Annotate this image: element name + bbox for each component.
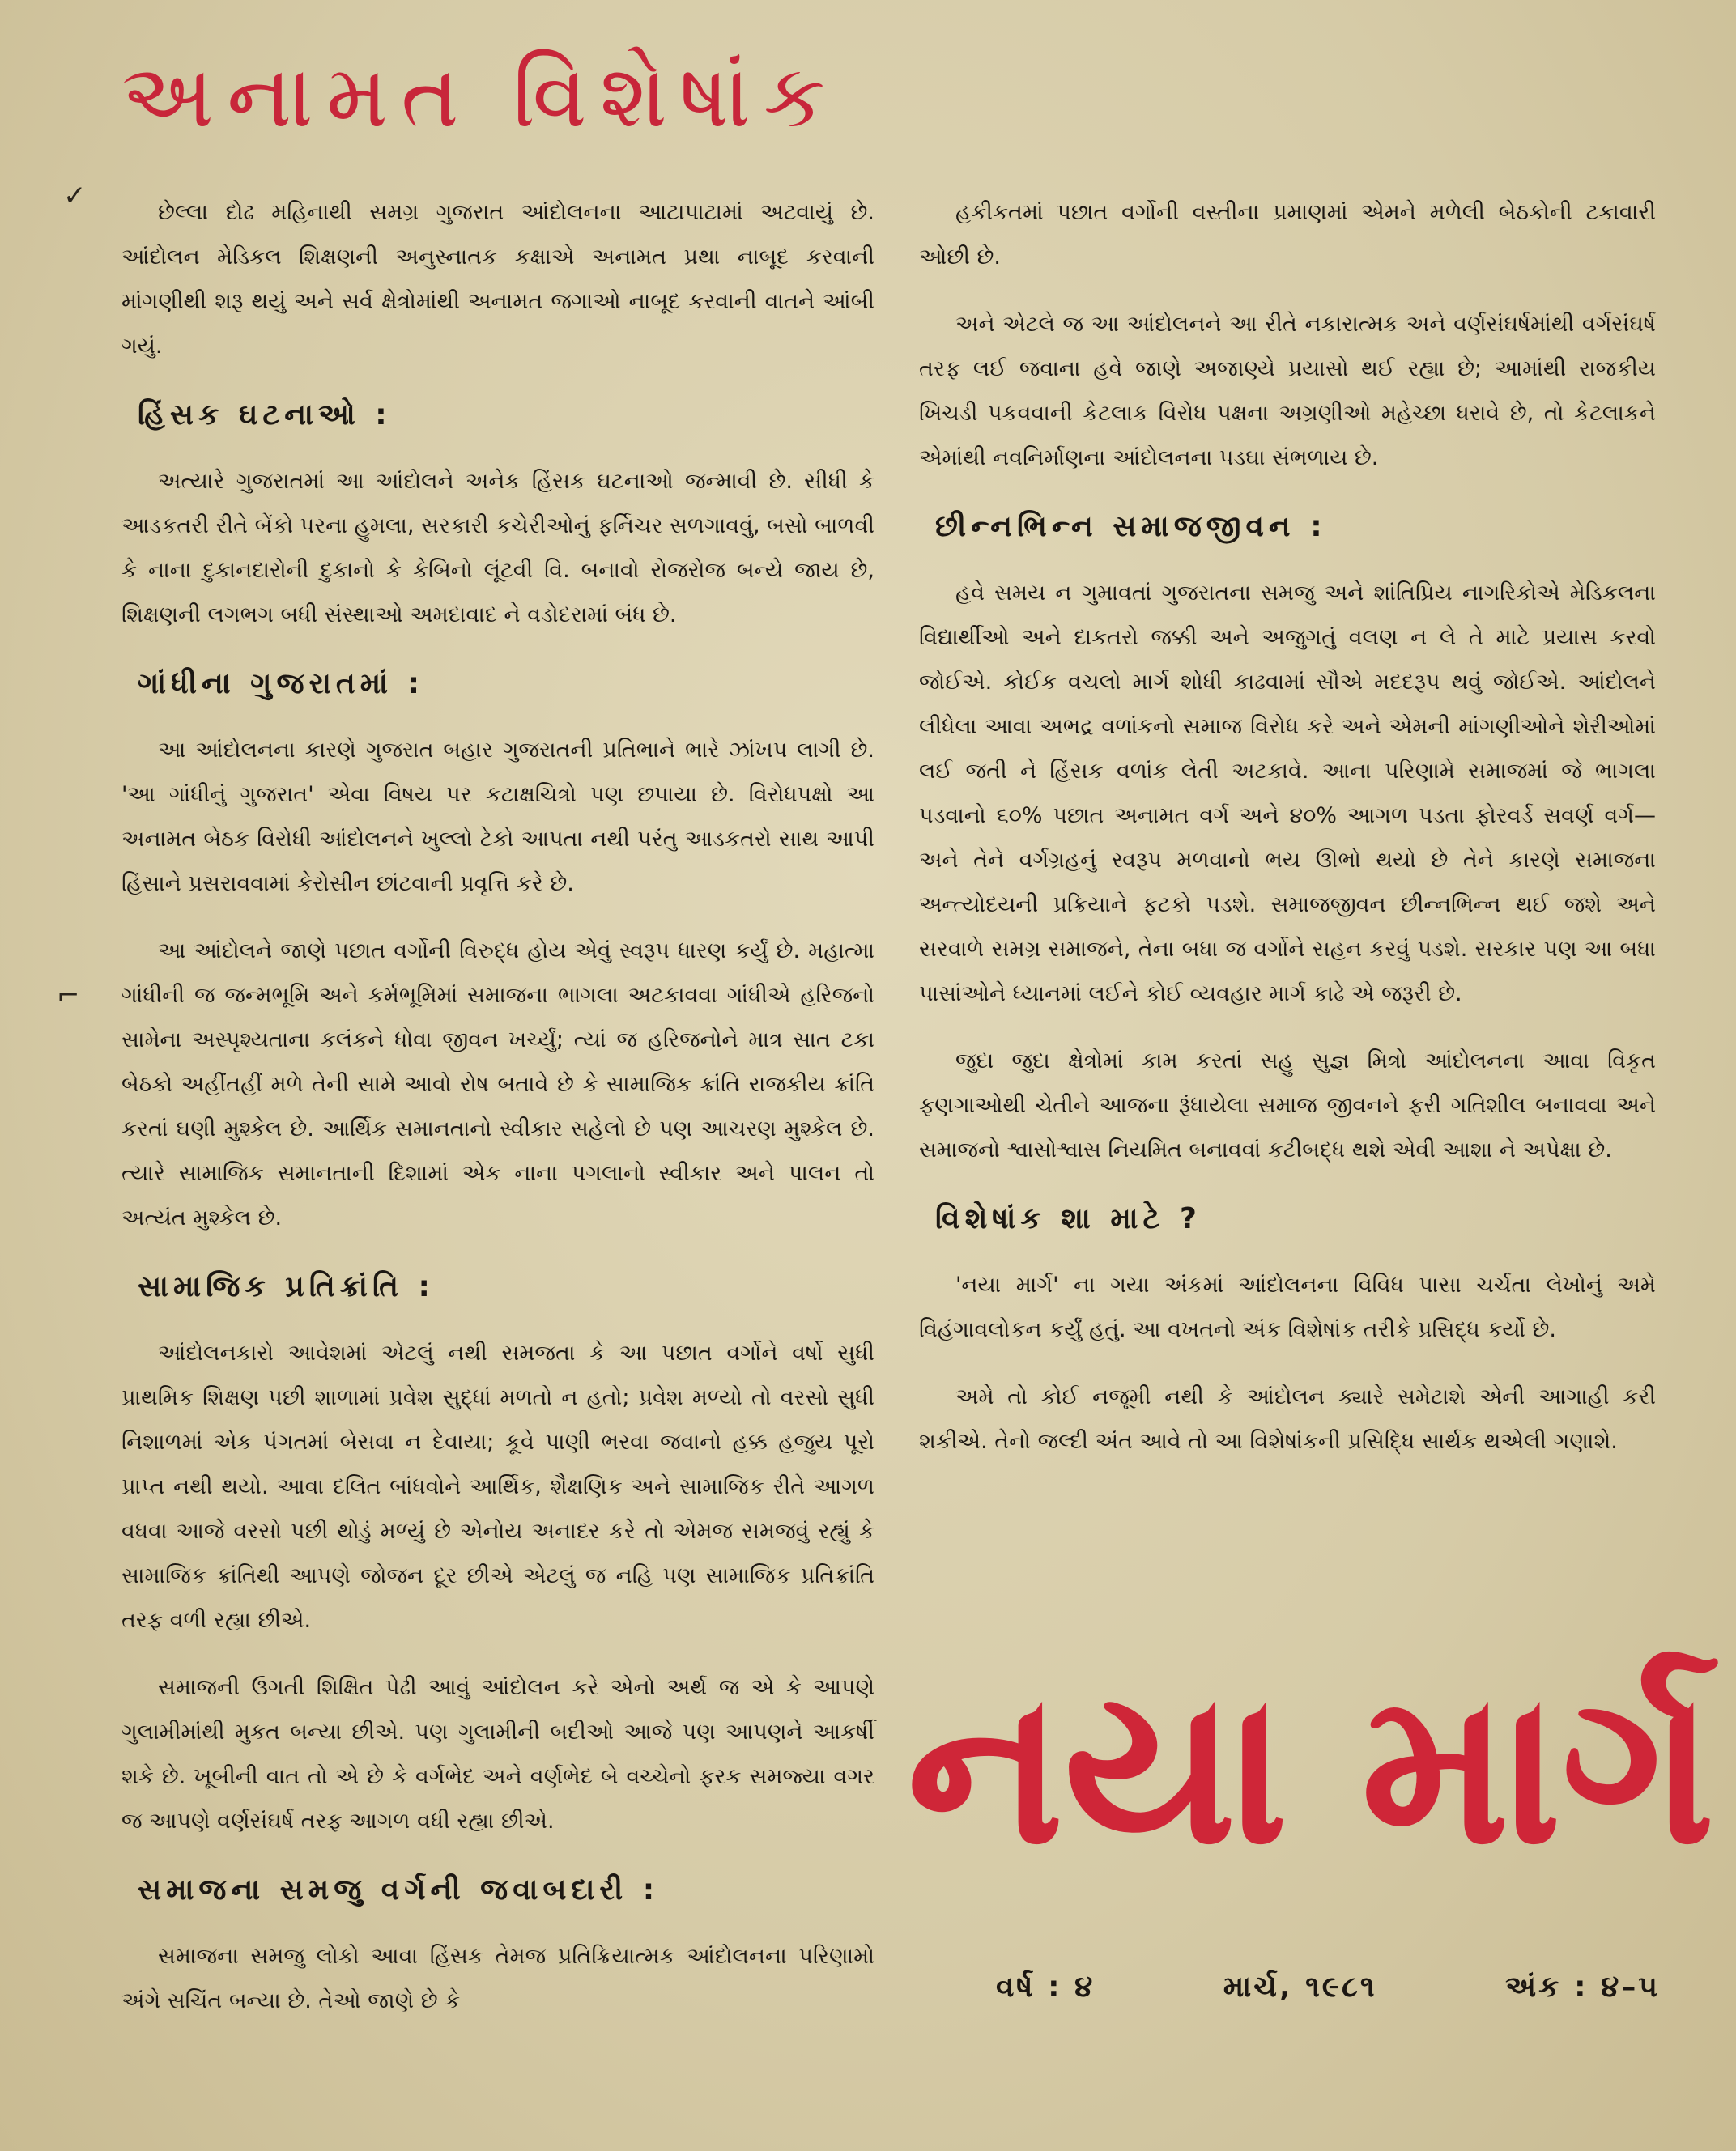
section-heading: છીન્નભિન્ન સમાજજીવન : [935,510,1327,543]
section-heading: સમાજના સમજુ વર્ગની જવાબદારી : [138,1873,660,1907]
section-heading: વિશેષાંક શા માટે ? [935,1202,1202,1235]
article-paragraph: અમે તો કોઈ નજૂમી નથી કે આંદોલન ક્યારે સમેટાશે એની આગાહી કરી શકીએ. તેનો જલ્દી અંત આવે તો આ વિશેષાંકની પ્રસિદ્ધિ સાર્થક થએલી ગણાશે. [919,1384,1656,1454]
right-column [919,190,1656,1486]
section-heading: હિંસક ઘટનાઓ : [138,398,392,431]
article-paragraph: સમાજની ઉગતી શિક્ષિત પેઢી આવું આંદોલન કરે એનો અર્થ જ એ કે આપણે ગુલામીમાંથી મુકત બન્યા છીએ. પણ ગુલામીની બદીઓ આજે પણ આપણને આકર્ષી શકે છે. ખૂબીની વાત તો એ છે કે વર્ગભેદ અને વર્ણભેદ બે વચ્ચેનો ફરક સમજ્યા વગર જ આપણે વર્ણસંઘર્ષ તરફ આગળ વધી રહ્યા છીએ. [121,1675,874,1834]
issue-number: અંક : ૪–૫ [1505,1970,1660,2004]
article-paragraph: અને એટલે જ આ આંદોલનને આ રીતે નકારાત્મક અને વર્ણસંઘર્ષમાંથી વર્ગસંઘર્ષ તરફ લઈ જવાના હવે જાણે અજાણ્યે પ્રયાસો થઈ રહ્યા છે; આમાંથી રાજકીય ખિચડી પકવવાની કેટલાક વિરોધ પક્ષના અગ્રણીઓ મહેચ્છા ધરાવે છે, તો કેટલાકને એમાંથી નવનિર્માણના આંદોલનના પડઘા સંભળાય છે. [919,312,1656,470]
article-paragraph: સમાજના સમજુ લોકો આવા હિંસક તેમજ પ્રતિક્રિયાત્મક આંદોલનના પરિણામો અંગે સચિંત બન્યા છે. તેઓ જાણે છે કે [121,1944,874,2013]
left-column [121,190,874,2046]
page-title: અનામત વિશેષાંક [121,46,839,147]
margin-mark: ✓ [63,180,87,212]
article-paragraph: જુદા જુદા ક્ષેત્રોમાં કામ કરતાં સહુ સુજ્ઞ મિત્રો આંદોલનના આવા વિકૃત ફણગાઓથી ચેતીને આજના રૂંધાયેલા સમાજ જીવનને ફરી ગતિશીલ બનાવવા અને સમાજનો શ્વાસોશ્વાસ નિયમિત બનાવવાં કટીબદ્ધ થશે એવી આશા ને અપેક્ષા છે. [919,1048,1656,1163]
article-paragraph: આ આંદોલનના કારણે ગુજરાત બહાર ગુજરાતની પ્રતિભાને ભારે ઝાંખપ લાગી છે. 'આ ગાંધીનું ગુજરાત' એવા વિષય પર કટાક્ષચિત્રો પણ છપાયા છે. વિરોધપક્ષો આ અનામત બેઠક વિરોધી આંદોલનને ખુલ્લો ટેકો આપતા નથી પરંતુ આડકતરો સાથ આપી હિંસાને પ્રસરાવવામાં કેરોસીન છાંટવાની પ્રવૃત્તિ કરે છે. [121,738,874,896]
section-heading: સામાજિક પ્રતિક્રાંતિ : [138,1270,435,1303]
masthead-logo: નયા માર્ગ [907,1647,1715,1891]
issue-info [996,1967,1660,2008]
article-paragraph: હવે સમય ન ગુમાવતાં ગુજરાતના સમજુ અને શાંતિપ્રિય નાગરિકોએ મેડિકલના વિદ્યાર્થીઓ અને દાકતરો જક્કી અને અજુગતું વલણ ન લે તે માટે પ્રયાસ કરવો જોઈએ. કોઈક વચલો માર્ગ શોધી કાઢવામાં સૌએ મદદરૂપ થવું જોઈએ. આંદોલને લીધેલા આવા અભદ્ર વળાંકનો સમાજ વિરોધ કરે અને એમની માંગણીઓને શેરીઓમાં લઈ જતી ને હિંસક વળાંક લેતી અટકાવે. આના પરિણામે સમાજમાં જે ભાગલા પડવાનો ૬૦% પછાત અનામત વર્ગ અને ૪૦% આગળ પડતા ફોરવર્ડ સવર્ણ વર્ગ— અને તેને વર્ગગ્રહનું સ્વરૂપ મળવાનો ભય ઊભો થયો છે તેને કારણે સમાજના અન્ત્યોદયની પ્રક્રિયાને ફટકો પડશે. સમાજજીવન છીન્નભિન્ન થઈ જશે અને સરવાળે સમગ્ર સમાજને, તેના બધા જ વર્ગોને સહન કરવું પડશે. સરકાર પણ આ બધા પાસાંઓને ધ્યાનમાં લઈને કોઈ વ્યવહાર માર્ગ કાઢે એ જરૂરી છે. [919,580,1656,1006]
issue-year: વર્ષ : ૪ [996,1970,1096,2004]
article-paragraph: 'નયા માર્ગ' ના ગયા અંકમાં આંદોલનના વિવિધ પાસા ચર્ચતા લેખોનું અમે વિહંગાવલોકન કર્યું હતું. આ વખતનો અંક વિશેષાંક તરીકે પ્રસિદ્ધ કર્યો છે. [919,1273,1656,1342]
section-heading: ગાંધીના ગુજરાતમાં : [138,667,424,700]
article-paragraph: છેલ્લા દોઢ મહિનાથી સમગ્ર ગુજરાત આંદોલનના આટાપાટામાં અટવાયું છે. આંદોલન મેડિકલ શિક્ષણની અનુસ્નાતક કક્ષાએ અનામત પ્રથા નાબૂદ કરવાની માંગણીથી શરૂ થયું અને સર્વ ક્ષેત્રોમાંથી અનામત જગાઓ નાબૂદ કરવાની વાતને આંબી ગયું. [121,200,874,359]
article-paragraph: હકીકતમાં પછાત વર્ગોની વસ્તીના પ્રમાણમાં એમને મળેલી બેઠકોની ટકાવારી ઓછી છે. [919,200,1656,270]
article-paragraph: આ આંદોલને જાણે પછાત વર્ગોની વિરુદ્ધ હોય એવું સ્વરૂપ ધારણ કર્યું છે. મહાત્મા ગાંધીની જ જન્મભૂમિ અને કર્મભૂમિમાં સમાજના ભાગલા અટકાવવા ગાંધીએ હરિજનો સામેના અસ્પૃશ્યતાના કલંકને ધોવા જીવન ખર્ચ્યું; ત્યાં જ હરિજનોને માત્ર સાત ટકા બેઠકો અહીંતહીં મળે તેની સામે આવો રોષ બતાવે છે કે સામાજિક ક્રાંતિ રાજકીય ક્રાંતિ કરતાં ઘણી મુશ્કેલ છે. આર્થિક સમાનતાનો સ્વીકાર સહેલો છે પણ આચરણ મુશ્કેલ છે. ત્યારે સામાજિક સમાનતાની દિશામાં એક નાના પગલાનો સ્વીકાર અને પાલન તો અત્યંત મુશ્કેલ છે. [121,938,874,1231]
article-paragraph: અત્યારે ગુજરાતમાં આ આંદોલને અનેક હિંસક ઘટનાઓ જન્માવી છે. સીધી કે આડકતરી રીતે બેંકો પરના હુમલા, સરકારી કચેરીઓનું ફર્નિચર સળગાવવું, બસો બાળવી કે નાના દુકાનદારોની દુકાનો કે કેબિનો લૂંટવી વિ. બનાવો રોજરોજ બન્યે જાય છે, શિક્ષણની લગભગ બધી સંસ્થાઓ અમદાવાદ ને વડોદરામાં બંધ છે. [121,469,874,627]
article-paragraph: આંદોલનકારો આવેશમાં એટલું નથી સમજતા કે આ પછાત વર્ગોને વર્ષો સુધી પ્રાથમિક શિક્ષણ પછી શાળામાં પ્રવેશ સુદ્ધાં મળતો ન હતો; પ્રવેશ મળ્યો તો વરસો સુધી નિશાળમાં એક પંગતમાં બેસવા ન દેવાયા; કૂવે પાણી ભરવા જવાનો હક્ક હજુય પૂરો પ્રાપ્ત નથી થયો. આવા દલિત બાંધવોને આર્થિક, શૈક્ષણિક અને સામાજિક રીતે આગળ વધવા આજે વરસો પછી થોડું મળ્યું છે એનોય અનાદર કરે તો એમજ સમજવું રહ્યું કે સામાજિક ક્રાંતિથી આપણે જોજન દૂર છીએ એટલું જ નહિ પણ સામાજિક પ્રતિક્રાંતિ તરફ વળી રહ્યા છીએ. [121,1341,874,1633]
margin-mark: ⌐ [57,980,80,1012]
issue-date: માર્ચ, ૧૯૮૧ [1223,1970,1377,2004]
